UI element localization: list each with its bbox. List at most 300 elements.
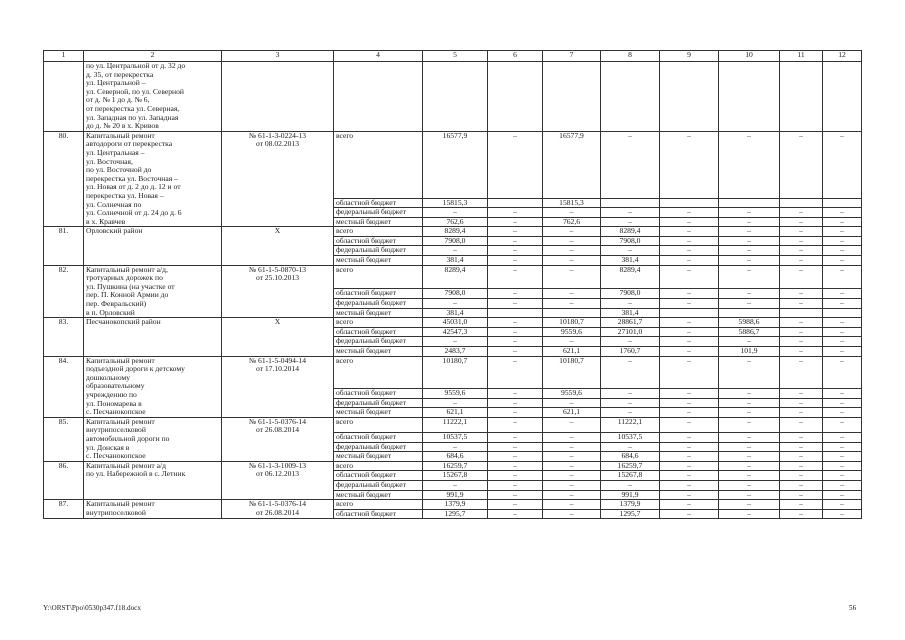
header-cell: 4 <box>334 51 423 62</box>
amount-cell-c8: 991,9 <box>601 490 660 500</box>
amount-cell-c9: – <box>660 471 719 481</box>
amount-cell-c12: – <box>823 432 862 442</box>
amount-cell-c7: – <box>543 461 601 471</box>
amount-cell-c9: – <box>660 131 719 198</box>
amount-cell-c12: – <box>823 490 862 500</box>
amount-cell-c7: – <box>543 509 601 519</box>
amount-cell-c5: – <box>423 208 488 218</box>
amount-cell-c12: – <box>823 236 862 246</box>
amount-cell-c11: – <box>780 408 823 418</box>
amount-cell-c9: – <box>660 509 719 519</box>
amount-cell-c9: – <box>660 208 719 218</box>
amount-cell-c9: – <box>660 217 719 227</box>
document-reference: № 61-1-5-0870-13 от 25.10.2013 <box>222 265 334 318</box>
amount-cell-c8: 16259,7 <box>601 461 660 471</box>
document-reference: № 61-1-3-1009-13 от 06.12.2013 <box>222 461 334 499</box>
amount-cell-c8: 15267,8 <box>601 471 660 481</box>
amount-cell-c5: – <box>423 480 488 490</box>
project-row <box>44 227 862 237</box>
amount-cell-c9: – <box>660 417 719 432</box>
document-reference: № 61-1-3-0224-13 от 08.02.2013 <box>222 131 334 227</box>
amount-cell-c5: 9559,6 <box>423 388 488 398</box>
amount-cell-c5: 10180,7 <box>423 356 488 388</box>
amount-cell-c8: 8289,4 <box>601 265 660 289</box>
amount-cell-c12: – <box>823 299 862 309</box>
funding-source-label: федеральный бюджет <box>334 208 423 218</box>
amount-cell-c10: – <box>719 388 780 398</box>
budget-table <box>43 50 862 519</box>
amount-cell-c12: – <box>823 500 862 510</box>
empty-cell <box>823 62 862 132</box>
funding-source-label: федеральный бюджет <box>334 299 423 309</box>
amount-cell-c12: – <box>823 131 862 198</box>
amount-cell-c12: – <box>823 217 862 227</box>
funding-source-label: всего <box>334 461 423 471</box>
amount-cell-c12: – <box>823 356 862 388</box>
amount-cell-c10: – <box>719 500 780 510</box>
amount-cell-c9: – <box>660 337 719 347</box>
amount-cell-c9: – <box>660 442 719 452</box>
amount-cell-c8: – <box>601 299 660 309</box>
footer-file-path: Y:\ORST\Ppo\0530p347.f18.docx <box>43 604 141 612</box>
amount-cell-c11: – <box>780 246 823 256</box>
amount-cell-c7: 621,1 <box>543 408 601 418</box>
amount-cell-c7: – <box>543 398 601 408</box>
project-description: Капитальный ремонт внутрипоселковой <box>84 500 222 519</box>
project-row <box>44 500 862 510</box>
funding-source-label: местный бюджет <box>334 452 423 462</box>
funding-source-label: местный бюджет <box>334 490 423 500</box>
empty-cell <box>44 62 84 132</box>
funding-source-label: местный бюджет <box>334 308 423 318</box>
amount-cell-c5: 621,1 <box>423 408 488 418</box>
amount-cell-c7: 9559,6 <box>543 388 601 398</box>
project-row <box>44 461 862 471</box>
amount-cell-c9 <box>660 198 719 208</box>
amount-cell-c12: – <box>823 417 862 432</box>
amount-cell-c8: 7908,0 <box>601 289 660 299</box>
empty-cell <box>601 62 660 132</box>
amount-cell-c6: – <box>488 256 543 266</box>
row-number: 85. <box>44 417 84 461</box>
amount-cell-c6: – <box>488 131 543 198</box>
amount-cell-c9: – <box>660 461 719 471</box>
project-row <box>44 318 862 328</box>
amount-cell-c11: – <box>780 265 823 289</box>
amount-cell-c8 <box>601 198 660 208</box>
amount-cell-c5: 8289,4 <box>423 227 488 237</box>
amount-cell-c8: – <box>601 356 660 388</box>
funding-source-label: федеральный бюджет <box>334 442 423 452</box>
project-row <box>44 356 862 388</box>
project-description: Капитальный ремонт автодороги от перекрестка ул. Центральная – ул. Восточная, по ул. Восточной до перекрестка ул. Восточная – ул. Новая от д. 2 до д. 12 и от перекрестка ул. Новая – ул. Солнечная по ул. Солнечной от д. 24 до д. 6 в х. Кравчев <box>84 131 222 227</box>
amount-cell-c11 <box>780 198 823 208</box>
amount-cell-c5: 16259,7 <box>423 461 488 471</box>
amount-cell-c7: – <box>543 236 601 246</box>
amount-cell-c7: – <box>543 500 601 510</box>
amount-cell-c12: – <box>823 471 862 481</box>
funding-source-label: областной бюджет <box>334 471 423 481</box>
amount-cell-c7: 621,1 <box>543 347 601 357</box>
amount-cell-c6: – <box>488 432 543 442</box>
amount-cell-c8: – <box>601 246 660 256</box>
amount-cell-c5: 2483,7 <box>423 347 488 357</box>
amount-cell-c5: 1295,7 <box>423 509 488 519</box>
amount-cell-c10: – <box>719 236 780 246</box>
amount-cell-c11: – <box>780 131 823 198</box>
amount-cell-c10: – <box>719 356 780 388</box>
amount-cell-c6: – <box>488 480 543 490</box>
amount-cell-c12: – <box>823 265 862 289</box>
header-cell: 10 <box>719 51 780 62</box>
project-description: Капитальный ремонт внутрипоселковой автомобильной дороги по ул. Донская в с. Песчанокопское <box>84 417 222 461</box>
funding-source-label: федеральный бюджет <box>334 398 423 408</box>
funding-source-label: федеральный бюджет <box>334 480 423 490</box>
amount-cell-c7: 10180,7 <box>543 356 601 388</box>
amount-cell-c10: – <box>719 452 780 462</box>
amount-cell-c12: – <box>823 318 862 328</box>
amount-cell-c5: 11222,1 <box>423 417 488 432</box>
header-cell: 1 <box>44 51 84 62</box>
funding-source-label: областной бюджет <box>334 509 423 519</box>
amount-cell-c11: – <box>780 289 823 299</box>
amount-cell-c10: – <box>719 337 780 347</box>
amount-cell-c10: – <box>719 256 780 266</box>
amount-cell-c10: 101,9 <box>719 347 780 357</box>
amount-cell-c6: – <box>488 461 543 471</box>
amount-cell-c10: – <box>719 246 780 256</box>
amount-cell-c8: – <box>601 131 660 198</box>
amount-cell-c7: – <box>543 337 601 347</box>
header-cell: 5 <box>423 51 488 62</box>
amount-cell-c11: – <box>780 471 823 481</box>
amount-cell-c10: – <box>719 442 780 452</box>
amount-cell-c6: – <box>488 318 543 328</box>
amount-cell-c5: 381,4 <box>423 308 488 318</box>
amount-cell-c12: – <box>823 227 862 237</box>
amount-cell-c11: – <box>780 227 823 237</box>
amount-cell-c11: – <box>780 236 823 246</box>
amount-cell-c9: – <box>660 408 719 418</box>
amount-cell-c6: – <box>488 246 543 256</box>
row-number: 81. <box>44 227 84 265</box>
amount-cell-c12: – <box>823 327 862 337</box>
amount-cell-c7: 762,6 <box>543 217 601 227</box>
amount-cell-c12 <box>823 308 862 318</box>
amount-cell-c6: – <box>488 417 543 432</box>
amount-cell-c5: 8289,4 <box>423 265 488 289</box>
amount-cell-c9: – <box>660 432 719 442</box>
amount-cell-c11: – <box>780 256 823 266</box>
amount-cell-c9: – <box>660 490 719 500</box>
amount-cell-c9: – <box>660 347 719 357</box>
amount-cell-c8: – <box>601 337 660 347</box>
amount-cell-c5: 16577,9 <box>423 131 488 198</box>
amount-cell-c7: – <box>543 227 601 237</box>
funding-source-label: областной бюджет <box>334 198 423 208</box>
amount-cell-c6: – <box>488 289 543 299</box>
amount-cell-c9: – <box>660 299 719 309</box>
empty-cell <box>423 62 488 132</box>
amount-cell-c11: – <box>780 337 823 347</box>
amount-cell-c12: – <box>823 408 862 418</box>
amount-cell-c8: 1760,7 <box>601 347 660 357</box>
document-reference: № 61-1-5-0376-14 от 26.08.2014 <box>222 417 334 461</box>
amount-cell-c6: – <box>488 388 543 398</box>
amount-cell-c6: – <box>488 490 543 500</box>
funding-source-label: областной бюджет <box>334 327 423 337</box>
amount-cell-c6: – <box>488 227 543 237</box>
row-number: 82. <box>44 265 84 318</box>
page-number: 56 <box>849 604 857 612</box>
document-reference: Х <box>222 318 334 356</box>
amount-cell-c5: – <box>423 442 488 452</box>
amount-cell-c6: – <box>488 398 543 408</box>
amount-cell-c11: – <box>780 500 823 510</box>
amount-cell-c5: 381,4 <box>423 256 488 266</box>
amount-cell-c12: – <box>823 337 862 347</box>
amount-cell-c7: – <box>543 480 601 490</box>
amount-cell-c8: 7908,0 <box>601 236 660 246</box>
amount-cell-c9: – <box>660 265 719 289</box>
amount-cell-c5: 45031,0 <box>423 318 488 328</box>
amount-cell-c10: 5886,7 <box>719 327 780 337</box>
header-cell: 12 <box>823 51 862 62</box>
funding-source-label: местный бюджет <box>334 217 423 227</box>
funding-source-label: всего <box>334 356 423 388</box>
document-reference: № 61-1-5-0494-14 от 17.10.2014 <box>222 356 334 417</box>
amount-cell-c6: – <box>488 236 543 246</box>
amount-cell-c6: – <box>488 347 543 357</box>
amount-cell-c5: – <box>423 337 488 347</box>
amount-cell-c11: – <box>780 208 823 218</box>
funding-source-label: областной бюджет <box>334 289 423 299</box>
funding-source-label: всего <box>334 227 423 237</box>
amount-cell-c10: – <box>719 408 780 418</box>
amount-cell-c6: – <box>488 500 543 510</box>
amount-cell-c6: – <box>488 509 543 519</box>
funding-source-label: местный бюджет <box>334 256 423 266</box>
amount-cell-c12: – <box>823 388 862 398</box>
amount-cell-c7: – <box>543 452 601 462</box>
amount-cell-c7: – <box>543 289 601 299</box>
amount-cell-c7: – <box>543 442 601 452</box>
amount-cell-c7: – <box>543 432 601 442</box>
amount-cell-c11: – <box>780 509 823 519</box>
funding-source-label: всего <box>334 417 423 432</box>
amount-cell-c8: – <box>601 442 660 452</box>
funding-source-label: всего <box>334 500 423 510</box>
document-reference: Х <box>222 227 334 265</box>
amount-cell-c11: – <box>780 398 823 408</box>
amount-cell-c9: – <box>660 480 719 490</box>
amount-cell-c8: – <box>601 217 660 227</box>
amount-cell-c10: – <box>719 461 780 471</box>
amount-cell-c10: – <box>719 398 780 408</box>
amount-cell-c11: – <box>780 347 823 357</box>
amount-cell-c10: – <box>719 509 780 519</box>
empty-cell <box>222 62 334 132</box>
amount-cell-c7 <box>543 308 601 318</box>
amount-cell-c11: – <box>780 461 823 471</box>
amount-cell-c12: – <box>823 509 862 519</box>
amount-cell-c7: – <box>543 471 601 481</box>
amount-cell-c12: – <box>823 208 862 218</box>
table-body <box>44 51 862 519</box>
empty-cell <box>488 62 543 132</box>
amount-cell-c10: 5988,6 <box>719 318 780 328</box>
amount-cell-c12: – <box>823 246 862 256</box>
amount-cell-c8: 1295,7 <box>601 509 660 519</box>
amount-cell-c5: – <box>423 246 488 256</box>
amount-cell-c12: – <box>823 480 862 490</box>
amount-cell-c9: – <box>660 289 719 299</box>
amount-cell-c10: – <box>719 227 780 237</box>
amount-cell-c12: – <box>823 289 862 299</box>
project-row <box>44 417 862 432</box>
funding-source-label: всего <box>334 131 423 198</box>
amount-cell-c8: 10537,5 <box>601 432 660 442</box>
amount-cell-c5: 762,6 <box>423 217 488 227</box>
amount-cell-c8: 1379,9 <box>601 500 660 510</box>
amount-cell-c7: – <box>543 299 601 309</box>
budget-table-sheet <box>43 50 861 519</box>
funding-source-label: федеральный бюджет <box>334 337 423 347</box>
funding-source-label: областной бюджет <box>334 236 423 246</box>
amount-cell-c11: – <box>780 327 823 337</box>
document-reference: № 61-1-5-0376-14 от 26.08.2014 <box>222 500 334 519</box>
amount-cell-c8: 28861,7 <box>601 318 660 328</box>
amount-cell-c10: – <box>719 432 780 442</box>
amount-cell-c5: 1379,9 <box>423 500 488 510</box>
amount-cell-c8: 381,4 <box>601 256 660 266</box>
funding-source-label: всего <box>334 318 423 328</box>
amount-cell-c7: – <box>543 417 601 432</box>
amount-cell-c12: – <box>823 256 862 266</box>
amount-cell-c7: – <box>543 490 601 500</box>
amount-cell-c7: – <box>543 256 601 266</box>
amount-cell-c9: – <box>660 356 719 388</box>
project-description: Капитальный ремонт а/д по ул. Набережной в с. Летник <box>84 461 222 499</box>
amount-cell-c7: 9559,6 <box>543 327 601 337</box>
amount-cell-c9: – <box>660 388 719 398</box>
header-cell: 11 <box>780 51 823 62</box>
amount-cell-c7: – <box>543 208 601 218</box>
amount-cell-c10: – <box>719 208 780 218</box>
amount-cell-c6: – <box>488 356 543 388</box>
amount-cell-c9: – <box>660 398 719 408</box>
amount-cell-c8: 381,4 <box>601 308 660 318</box>
amount-cell-c8: – <box>601 480 660 490</box>
amount-cell-c12: – <box>823 398 862 408</box>
amount-cell-c8: – <box>601 408 660 418</box>
amount-cell-c5: 991,9 <box>423 490 488 500</box>
amount-cell-c8: 27101,0 <box>601 327 660 337</box>
amount-cell-c9: – <box>660 327 719 337</box>
header-cell: 6 <box>488 51 543 62</box>
amount-cell-c8: – <box>601 208 660 218</box>
amount-cell-c6: – <box>488 208 543 218</box>
amount-cell-c11: – <box>780 318 823 328</box>
project-description: Орловский район <box>84 227 222 265</box>
amount-cell-c11: – <box>780 356 823 388</box>
amount-cell-c11: – <box>780 217 823 227</box>
funding-source-label: местный бюджет <box>334 347 423 357</box>
project-description: Капитальный ремонт подъездной дороги к детскому дошкольному образовательному учреждению по ул. Пономарева в с. Песчанокопское <box>84 356 222 417</box>
amount-cell-c11: – <box>780 480 823 490</box>
amount-cell-c6: – <box>488 217 543 227</box>
amount-cell-c9: – <box>660 452 719 462</box>
amount-cell-c8: – <box>601 388 660 398</box>
amount-cell-c5: 10537,5 <box>423 432 488 442</box>
amount-cell-c10: – <box>719 480 780 490</box>
row-number: 86. <box>44 461 84 499</box>
amount-cell-c5: – <box>423 398 488 408</box>
amount-cell-c9: – <box>660 227 719 237</box>
row-number: 83. <box>44 318 84 356</box>
amount-cell-c9: – <box>660 236 719 246</box>
continuation-row <box>44 62 862 132</box>
amount-cell-c5: 7908,0 <box>423 289 488 299</box>
amount-cell-c8: 8289,4 <box>601 227 660 237</box>
amount-cell-c5: 15815,3 <box>423 198 488 208</box>
amount-cell-c8: – <box>601 398 660 408</box>
amount-cell-c8: 684,6 <box>601 452 660 462</box>
amount-cell-c7: 16577,9 <box>543 131 601 198</box>
row-number: 87. <box>44 500 84 519</box>
funding-source-label: областной бюджет <box>334 432 423 442</box>
amount-cell-c7: – <box>543 246 601 256</box>
row-number: 84. <box>44 356 84 417</box>
funding-source-label: местный бюджет <box>334 408 423 418</box>
amount-cell-c11: – <box>780 490 823 500</box>
amount-cell-c6: – <box>488 337 543 347</box>
amount-cell-c11: – <box>780 417 823 432</box>
amount-cell-c10: – <box>719 417 780 432</box>
amount-cell-c10 <box>719 308 780 318</box>
amount-cell-c5: – <box>423 299 488 309</box>
header-cell: 3 <box>222 51 334 62</box>
amount-cell-c10: – <box>719 265 780 289</box>
amount-cell-c11: – <box>780 452 823 462</box>
amount-cell-c9: – <box>660 318 719 328</box>
row-number: 80. <box>44 131 84 227</box>
funding-source-label: федеральный бюджет <box>334 246 423 256</box>
amount-cell-c7: 15815,3 <box>543 198 601 208</box>
amount-cell-c9: – <box>660 246 719 256</box>
project-description: Капитальный ремонт а/д, тротуарных дорожек по ул. Пушкина (на участке от пер. П. Конной Армии до пер. Февральский) в п. Орловский <box>84 265 222 318</box>
amount-cell-c5: 684,6 <box>423 452 488 462</box>
amount-cell-c8: 11222,1 <box>601 417 660 432</box>
amount-cell-c12: – <box>823 347 862 357</box>
amount-cell-c7: – <box>543 265 601 289</box>
amount-cell-c12: – <box>823 442 862 452</box>
amount-cell-c10: – <box>719 299 780 309</box>
funding-source-label: всего <box>334 265 423 289</box>
amount-cell-c11: – <box>780 442 823 452</box>
amount-cell-c10: – <box>719 217 780 227</box>
amount-cell-c6: – <box>488 471 543 481</box>
amount-cell-c10: – <box>719 289 780 299</box>
project-row <box>44 265 862 289</box>
amount-cell-c11: – <box>780 299 823 309</box>
amount-cell-c5: 15267,8 <box>423 471 488 481</box>
funding-source-label: областной бюджет <box>334 388 423 398</box>
empty-cell <box>334 62 423 132</box>
amount-cell-c10: – <box>719 131 780 198</box>
amount-cell-c9: – <box>660 256 719 266</box>
empty-cell <box>660 62 719 132</box>
